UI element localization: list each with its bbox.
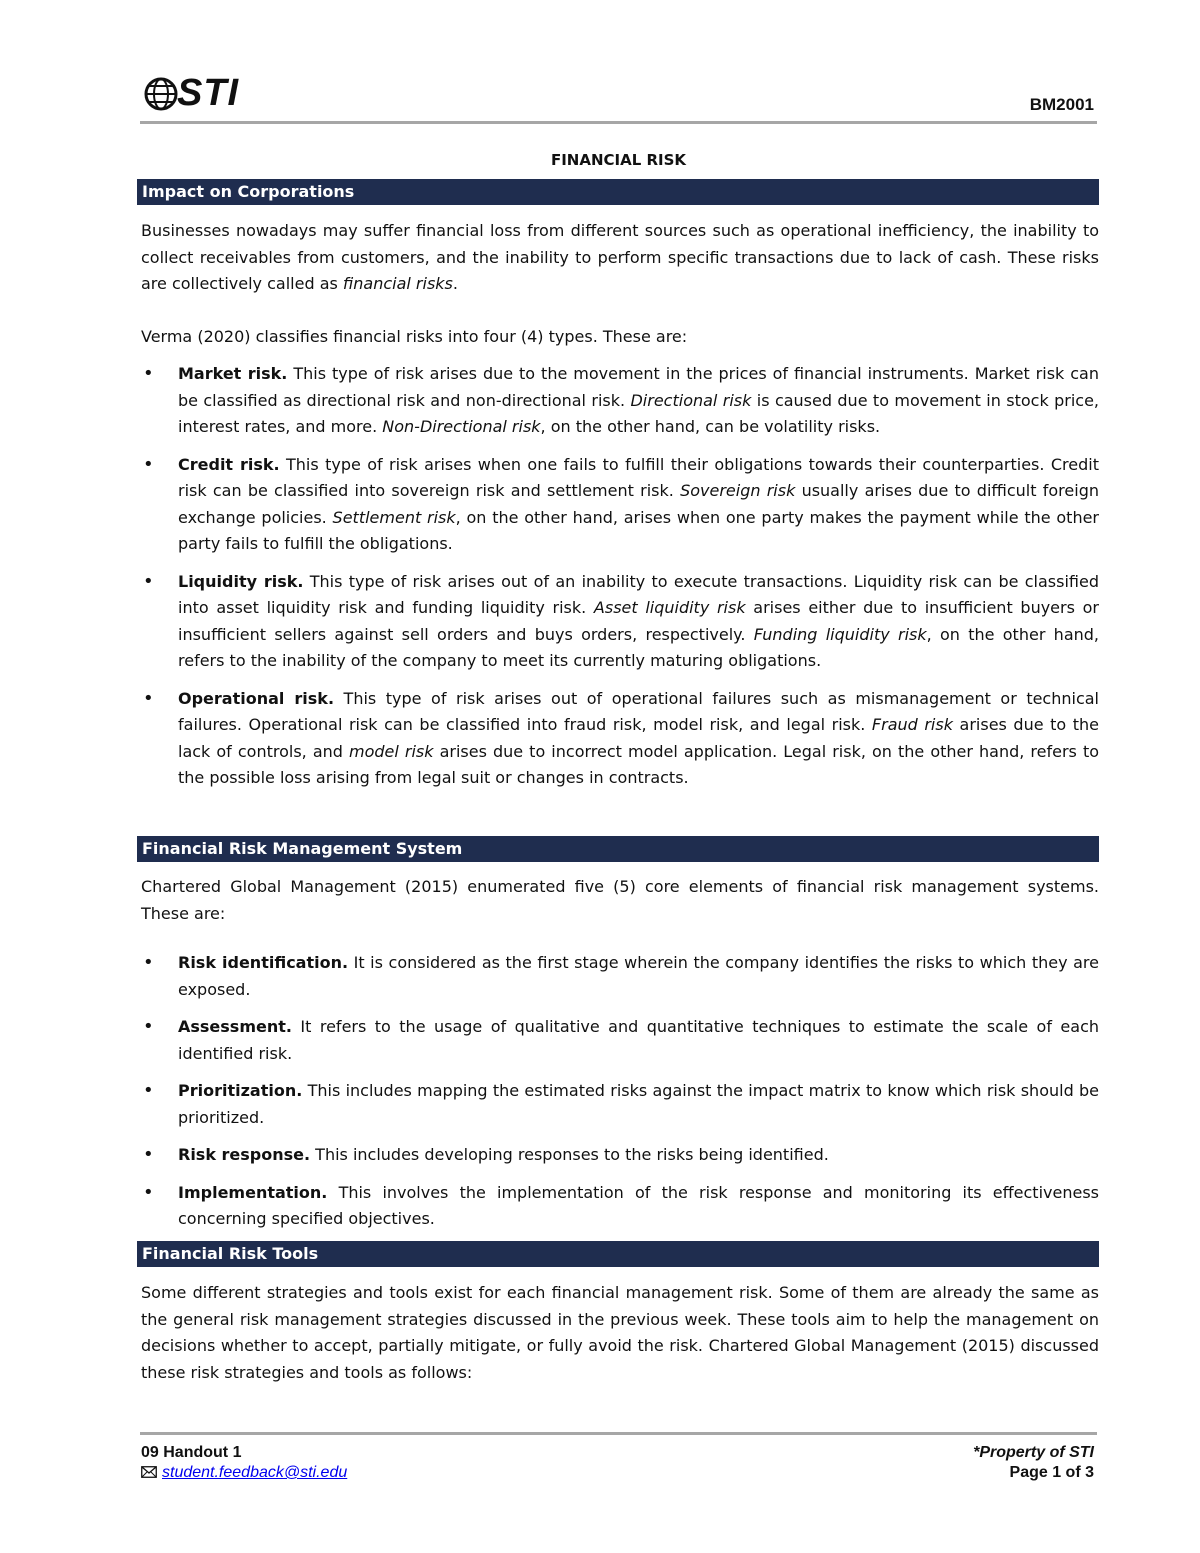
page-title: FINANCIAL RISK <box>550 151 687 169</box>
list-item-liquidity-risk: • Liquidity risk. This type of risk arises out of an inability to execute transactions. Liquidity risk can be classified into asset liquidity risk and funding liquidity risk. Asset liquidity risk arises either due to insufficient buyers or insufficient sellers against sell orders and buys orders, respectively. Funding liquidity risk, on the other hand, refers to the inability of the company to meet its currently maturing obligations. <box>141 569 1099 675</box>
tools-intro-paragraph: Some different strategies and tools exist for each financial management risk. Some of them are already the same as the general risk management strategies discussed in the previous week. These tools aim to help the management on decisions whether to accept, partially mitigate, or fully avoid the risk. Chartered Global Management (2015) discussed these risk strategies and tools as follows: <box>141 1283 1099 1382</box>
list-item-credit-risk: • Credit risk. This type of risk arises when one fails to fulfill their obligations towards their counterparties. Credit risk can be classified into sovereign risk and settlement risk. Sovereign risk usually arises due to difficult foreign exchange policies. Settlement risk, on the other hand, arises when one party makes the payment while the other party fails to fulfill the obligations. <box>141 452 1099 558</box>
envelope-icon <box>141 1466 157 1478</box>
sti-logo <box>143 72 240 114</box>
section-heading-tools: Financial Risk Tools <box>137 1241 1099 1267</box>
list-item-risk-identification: • Risk identification. It is considered as the first stage wherein the company identifies the risks to which they are exposed. <box>141 950 1099 1003</box>
property-label: *Property of STI <box>973 1444 1094 1461</box>
list-item-assessment: • Assessment. It refers to the usage of qualitative and quantitative techniques to estimate the scale of each identified risk. <box>141 1014 1099 1067</box>
list-item-implementation: • Implementation. This involves the implementation of the risk response and monitoring its effectiveness concerning specified objectives. <box>141 1180 1099 1233</box>
header-rule <box>140 121 1097 124</box>
course-code: BM2001 <box>1029 95 1094 114</box>
footer-right <box>973 1443 1094 1483</box>
list-item-risk-response: • Risk response. This includes developing responses to the risks being identified. <box>141 1142 1099 1169</box>
list-item-market-risk: • Market risk. This type of risk arises due to the movement in the prices of financial instruments. Market risk can be classified as directional risk and non-directional risk. Directional risk is caused due to movement in stock price, interest rates, and more. Non-Directional risk, on the other hand, can be volatility risks. <box>141 361 1099 441</box>
footer-left <box>141 1443 347 1483</box>
section-heading-impact: Impact on Corporations <box>137 179 1099 205</box>
impact-intro-paragraph: Businesses nowadays may suffer financial loss from different sources such as operational inefficiency, the inability to collect receivables from customers, and the inability to perform specific transactions due to lack of cash. These risks are collectively called as financial risks. <box>141 221 1099 293</box>
impact-types-paragraph: Verma (2020) classifies financial risks into four (4) types. These are: <box>141 327 688 346</box>
system-intro-paragraph: Chartered Global Management (2015) enumerated five (5) core elements of financial risk management systems. These are: <box>141 877 1099 923</box>
page-number: Page 1 of 3 <box>1009 1464 1094 1481</box>
handout-label: 09 Handout 1 <box>141 1444 242 1461</box>
list-item-operational-risk: • Operational risk. This type of risk arises out of operational failures such as mismanagement or technical failures. Operational risk can be classified into fraud risk, model risk, and legal risk. Fraud risk arises due to the lack of controls, and model risk arises due to incorrect model application. Legal risk, on the other hand, refers to the possible loss arising from legal suit or changes in contracts. <box>141 686 1099 792</box>
risk-types-list <box>141 361 1099 792</box>
feedback-email-link[interactable]: student.feedback@sti.edu <box>162 1464 348 1481</box>
list-item-prioritization: • Prioritization. This includes mapping the estimated risks against the impact matrix to know which risk should be prioritized. <box>141 1078 1099 1131</box>
footer-rule <box>140 1432 1097 1435</box>
section-heading-system: Financial Risk Management System <box>137 836 1099 862</box>
core-elements-list <box>141 950 1099 1233</box>
logo-text: STI <box>177 72 240 114</box>
